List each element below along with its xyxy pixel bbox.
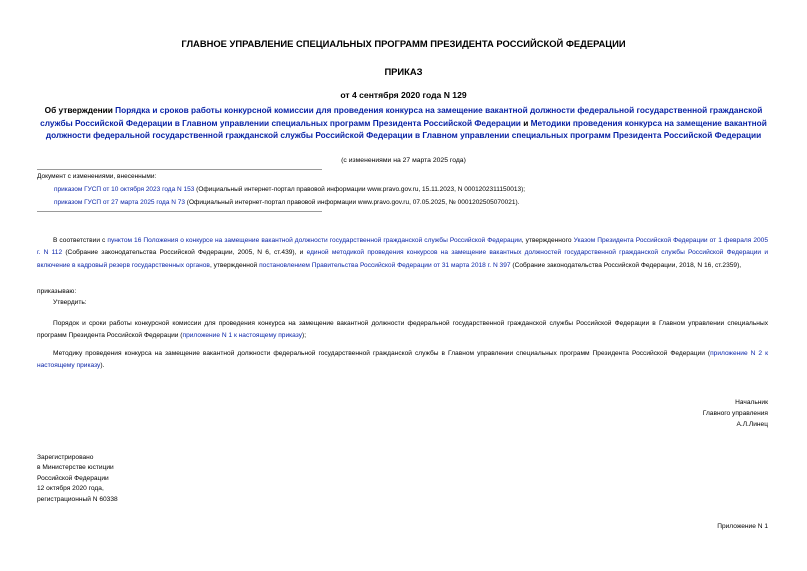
changes-block — [37, 170, 777, 209]
preamble-paragraph — [37, 235, 768, 272]
link-regulation-point-16[interactable]: пунктом 16 Положения о конкурсе на замещение вакантной должности государственной гражданской службы Российской Федерации — [107, 237, 522, 244]
link-government-resolution[interactable]: постановлением Правительства Российской Федерации от 31 марта 2018 г. N 397 — [259, 261, 511, 269]
amendment-note: (с изменениями на 27 марта 2025 года) — [341, 157, 466, 164]
doc-type-heading: ПРИКАЗ — [384, 66, 423, 77]
approve-word: Утвердить: — [53, 299, 87, 306]
document-title — [36, 104, 771, 142]
registration-line: Российской Федерации — [37, 474, 109, 482]
link-appendix-1[interactable]: приложение N 1 к настоящему приказу — [182, 332, 302, 340]
change-link-2025[interactable]: приказом ГУСП от 27 марта 2025 года N 73 — [54, 199, 185, 206]
preamble-text: В соответствии с — [53, 237, 108, 244]
item-text: Порядок и сроки работы конкурсной комиссии для проведения конкурса на замещение вакантной должности федеральной государственной гражданской службы Российской Федерации в Главном управлении специальных программ Президента Российской Федерации ( — [37, 320, 768, 340]
preamble-text: , утвержденного — [521, 237, 574, 244]
registration-line: в Министерстве юстиции — [37, 464, 114, 472]
preamble-text: (Собрание законодательства Российской Федерации, 2005, N 6, ст.439), и — [62, 249, 307, 257]
change-item — [37, 183, 777, 196]
signature-department: Главного управления — [702, 410, 768, 417]
link-appendix-2[interactable]: приложение N 2 к настоящему приказу — [37, 350, 768, 370]
signature-block — [703, 397, 768, 430]
agency-heading: ГЛАВНОЕ УПРАВЛЕНИЕ СПЕЦИАЛЬНЫХ ПРОГРАММ ПРЕЗИДЕНТА РОССИЙСКОЙ ФЕДЕРАЦИИ — [181, 38, 626, 49]
registration-block — [37, 453, 118, 505]
title-link-procedure[interactable]: Порядка и сроков работы конкурсной комиссии для проведения конкурса на замещение вакантной должности федеральной государственной гражданской службы Российской Федерации в Главном управлении специальных программ Президента Российской Федерации — [40, 105, 763, 128]
order-word: приказываю: — [37, 288, 77, 295]
item-text: ); — [302, 332, 307, 340]
change-text: (Официальный интернет-портал правовой информации www.pravo.gov.ru, 07.05.2025, № 0001202505070021). — [185, 199, 520, 206]
signature-position: Начальник — [735, 399, 768, 406]
title-prefix: Об утверждении — [44, 105, 116, 115]
registration-line: Зарегистрировано — [37, 454, 94, 461]
doc-date-heading: от 4 сентября 2020 года N 129 — [340, 90, 467, 100]
item-procedure — [37, 318, 768, 343]
title-link-methodology[interactable]: Методики проведения конкурса на замещение вакантной должности федеральной государственной гражданской службы Российской Федерации в Главном управлении специальных программ Президента Российской Федерации — [45, 117, 767, 141]
changes-intro: Документ с изменениями, внесенными: — [37, 173, 157, 180]
link-presidential-decree[interactable]: Указом Президента Российской Федерации от 1 февраля 2005 г. N 112 — [37, 237, 768, 257]
change-item — [37, 196, 777, 209]
signature-name: А.Л.Линец — [736, 421, 768, 428]
item-methodology — [37, 348, 768, 373]
item-text: Методику проведения конкурса на замещение вакантной должности федеральной государственной гражданской службы в Главном управлении специальных программ Президента Российской Федерации ( — [53, 350, 711, 357]
item-text: ). — [100, 362, 105, 370]
link-unified-methodology[interactable]: единой методикой проведения конкурсов на замещение вакантных должностей государственной гражданской службы Российской Федерации и включение в кадровый резерв государственных органов — [37, 249, 769, 269]
appendix-label: Приложение N 1 — [717, 523, 768, 530]
preamble-text: , утвержденной — [209, 261, 260, 269]
preamble-text: (Собрание законодательства Российской Федерации, 2018, N 16, ст.2359), — [510, 261, 742, 269]
change-link-2023[interactable]: приказом ГУСП от 10 октября 2023 года N 153 — [54, 186, 195, 193]
title-middle: и — [520, 117, 531, 128]
changes-bottom-divider — [37, 211, 322, 212]
change-text: (Официальный интернет-портал правовой информации www.pravo.gov.ru, 15.11.2023, N 0001202311150013); — [194, 186, 526, 193]
registration-line: 12 октября 2020 года, — [37, 485, 104, 493]
registration-line: регистрационный N 60338 — [37, 495, 118, 503]
